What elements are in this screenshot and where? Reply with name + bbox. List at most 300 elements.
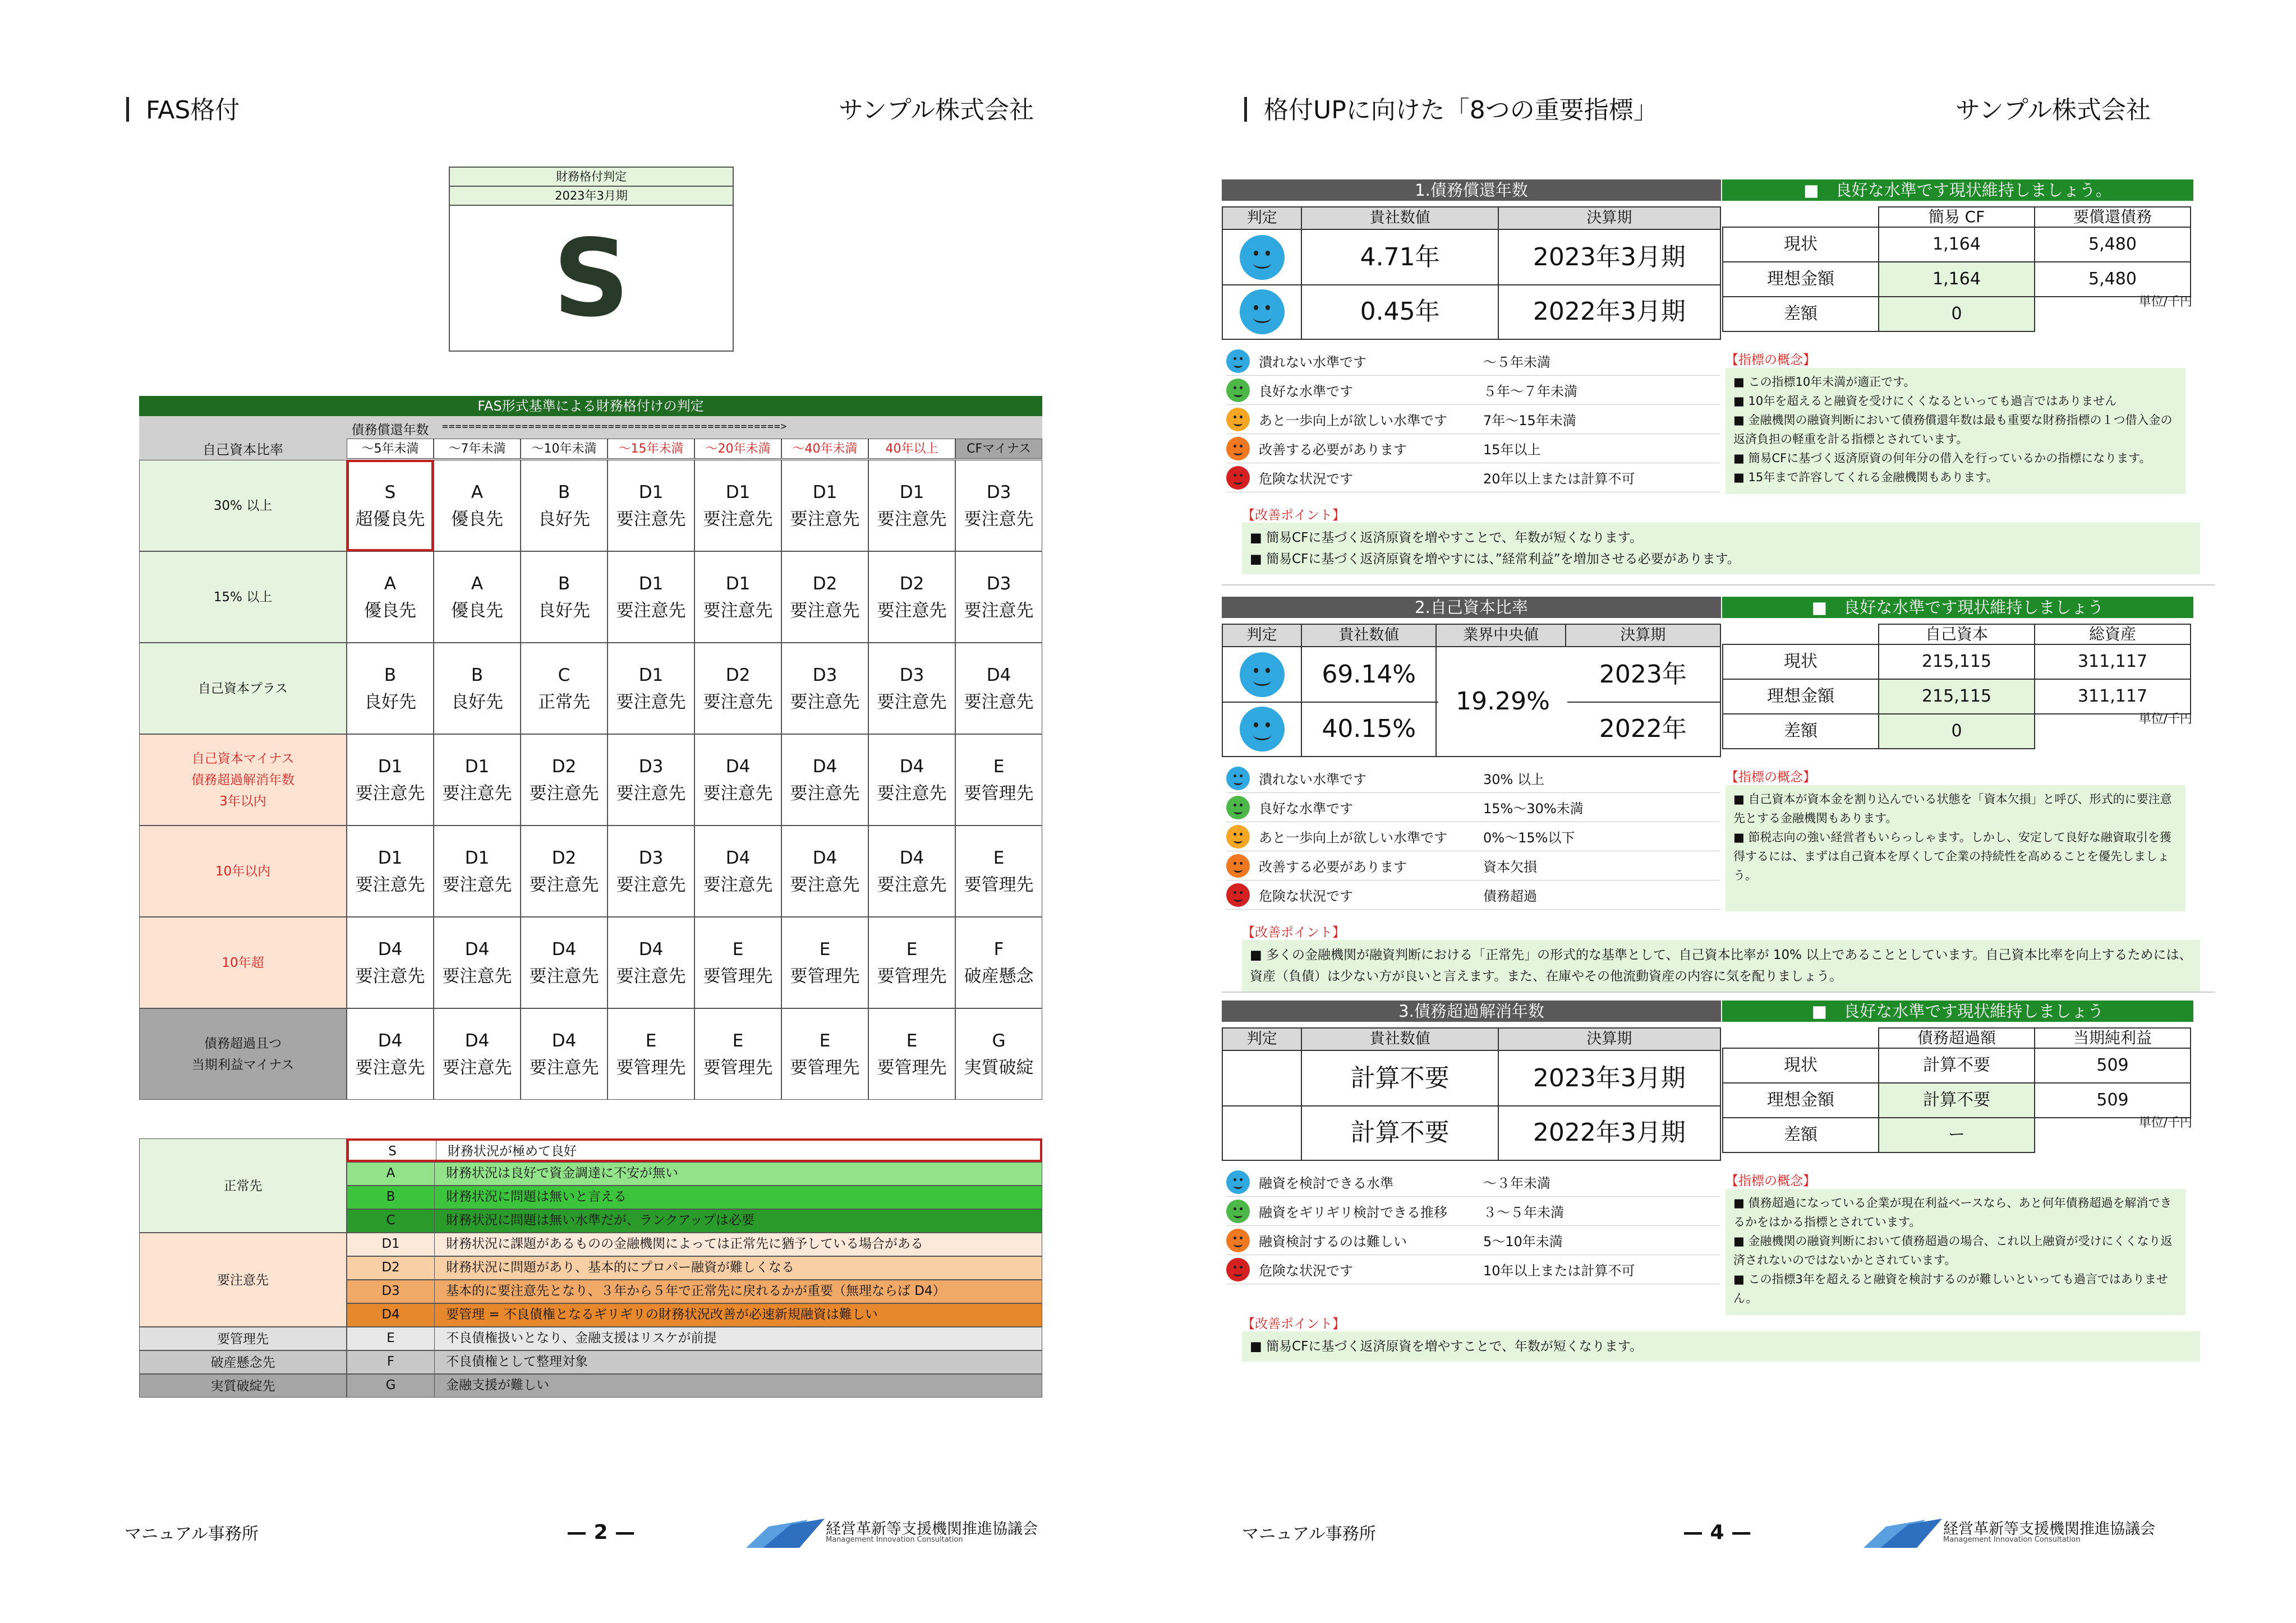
face-legend-row (1226, 1226, 1720, 1255)
section-company-value: 4.71年 (1301, 230, 1497, 284)
section-column-header: 判定 (1246, 1030, 1277, 1048)
section-period: 2022年3月期 (1498, 284, 1720, 339)
right-page (1148, 0, 2296, 1623)
legend-code: A (347, 1163, 435, 1185)
face-legend-label: 危険な状況です (1259, 471, 1353, 487)
matrix-cell-category: 要注意先 (616, 966, 686, 986)
matrix-cell-category: 実質破綻 (964, 1057, 1034, 1078)
smiley-face-icon (1240, 652, 1285, 697)
matrix-cell-category: 正常先 (538, 691, 590, 712)
matrix-cell (781, 460, 868, 551)
matrix-cell (694, 734, 781, 826)
matrix-cell-grade: D1 (464, 847, 490, 868)
matrix-cell-grade: D2 (899, 573, 924, 594)
matrix-cell-category: 要注意先 (616, 783, 686, 804)
matrix-cell-grade: D3 (986, 573, 1011, 594)
matrix-cell-category: 要注意先 (616, 509, 686, 529)
matrix-cell-category: 要注意先 (877, 691, 947, 712)
matrix-cell (608, 551, 694, 643)
matrix-cell (608, 734, 694, 826)
matrix-cell-category: 要注意先 (442, 966, 512, 986)
matrix-cell-category: 良好先 (538, 600, 590, 621)
concept-line: ■ 金融機関の融資判断において債務償還年数は最も重要な財務指標の１つ借入金の返済負担の軽重を計る指標とされています。 (1733, 413, 2173, 446)
face-legend-label: 潰れない水準です (1259, 772, 1366, 787)
matrix-cell-category: 良好先 (538, 509, 590, 529)
matrix-cell-category: 要注意先 (790, 783, 860, 804)
concept-line: ■ 金融機関の融資判断において債務超過の場合、これ以上融資が受けにくくなり返済されないのではないかとされています。 (1733, 1234, 2173, 1267)
matrix-column-header: 〜20年未満 (694, 439, 781, 459)
matrix-cell-category: 要注意先 (964, 600, 1034, 621)
face-legend-range: 資本欠損 (1483, 859, 1537, 875)
left-page-number: — 2 — (567, 1521, 636, 1544)
section-period: 2022年3月期 (1498, 1105, 1720, 1160)
matrix-cell-category: 要注意先 (529, 966, 599, 986)
left-header-title: FAS格付 (126, 90, 240, 126)
legend-description: 不良債権扱いとなり、金融支援はリスケが前提 (446, 1331, 717, 1345)
matrix-cell (434, 826, 521, 917)
amount-row-label: 現状 (1722, 644, 1879, 680)
smiley-face-icon (1226, 767, 1250, 790)
matrix-cell-category: 要管理先 (703, 1057, 773, 1078)
matrix-cell (521, 460, 608, 551)
section-amount-table (1722, 1027, 2193, 1153)
amount-row (1722, 261, 2193, 297)
matrix-cell-grade: G (992, 1030, 1006, 1051)
matrix-cell (781, 734, 868, 826)
matrix-column-header: 〜15年未満 (608, 439, 694, 459)
matrix-cell-category: 要管理先 (703, 966, 773, 986)
matrix-cell (608, 826, 694, 917)
matrix-cell (347, 460, 434, 551)
matrix-cell-grade: D3 (812, 665, 838, 685)
amount-row (1722, 296, 2193, 332)
amount-column-header: 総資産 (2034, 624, 2191, 645)
matrix-cell-category: 要注意先 (355, 1057, 425, 1078)
face-legend-row (1226, 793, 1720, 822)
face-legend-range: 〜５年未満 (1483, 354, 1550, 370)
smiley-face-icon (1226, 349, 1250, 373)
section-value-row (1223, 1105, 1720, 1160)
matrix-cell-category: 要注意先 (442, 783, 512, 804)
matrix-cell (347, 826, 434, 917)
matrix-row (139, 826, 1042, 917)
matrix-cell-grade: D1 (899, 482, 924, 502)
amount-column-header: 要償還債務 (2034, 206, 2191, 228)
amount-value-a: 計算不要 (1878, 1082, 2035, 1118)
amount-column-header: 当期純利益 (2034, 1027, 2191, 1049)
matrix-row-label: 15% 以上 (139, 551, 347, 643)
matrix-column-header: CFマイナス (955, 439, 1042, 459)
kaizen-line: ■ 簡易CFに基づく返済原資を増やすことで、年数が短くなります。 (1250, 1339, 1643, 1354)
matrix-cell-grade: D2 (812, 573, 838, 594)
matrix-cell-category: 要注意先 (964, 691, 1034, 712)
smiley-face-icon (1226, 437, 1250, 460)
matrix-cell-grade: B (471, 665, 484, 685)
matrix-cell-category: 要管理先 (790, 1057, 860, 1078)
section-company-value: 40.15% (1301, 702, 1435, 756)
logo-text: 経営革新等支援機関推進協議会 (826, 1520, 1038, 1538)
section-value-row (1223, 230, 1720, 285)
face-legend-label: 危険な状況です (1259, 1263, 1353, 1279)
matrix-cell-category: 要注意先 (790, 509, 860, 529)
smiley-face-icon (1240, 707, 1285, 751)
matrix-cell-category: 要注意先 (790, 874, 860, 895)
amount-row (1722, 1048, 2193, 1083)
legend-item (347, 1233, 1042, 1256)
matrix-cell-grade: D4 (812, 847, 838, 868)
face-legend-row (1226, 764, 1720, 793)
kaizen-line: ■ 多くの金融機関が融資判断における「正常先」の形式的な基準として、自己資本比率が 10% 以上であることとしています。自己資本比率を向上するためには、資産（負債）は少ない方が良いと言えます。また、在庫やその他流動資産の内容に気を配りましょう。 (1250, 948, 2192, 984)
section-title: 1.債務償還年数 (1222, 179, 1721, 201)
kaizen-title: 【改善ポイント】 (1242, 508, 1345, 523)
amount-row-label: 現状 (1722, 1048, 1879, 1083)
section-divider (1222, 584, 2215, 585)
right-header-title: 格付UPに向けた「8つの重要指標」 (1244, 90, 1658, 126)
matrix-cell (868, 734, 955, 826)
matrix-cell-category: 要注意先 (964, 509, 1034, 529)
legend-item (347, 1327, 1042, 1350)
matrix-cell (521, 551, 608, 643)
section-face-legend (1226, 764, 1720, 910)
rating-grade: S (553, 216, 630, 340)
face-legend-range: 10年以上または計算不可 (1483, 1263, 1635, 1279)
face-legend-row (1226, 1168, 1720, 1197)
matrix-cell-grade: D4 (464, 939, 490, 960)
matrix-cell-category: 優良先 (451, 509, 503, 529)
matrix-cell-grade: D4 (812, 756, 838, 777)
kaizen-box (1242, 523, 2200, 574)
matrix-cell (434, 917, 521, 1008)
section-period: 2023年3月期 (1498, 230, 1720, 284)
matrix-cell (347, 917, 434, 1008)
section-company-value: 計算不要 (1301, 1105, 1497, 1160)
matrix-cell (521, 917, 608, 1008)
matrix-cell-grade: D1 (638, 665, 664, 685)
amount-value-a: 計算不要 (1878, 1048, 2035, 1083)
smiley-face-icon (1226, 825, 1250, 849)
section-title: 2.自己資本比率 (1222, 597, 1721, 618)
amount-row (1722, 679, 2193, 714)
face-legend-row (1226, 851, 1720, 880)
left-footer-office: マニュアル事務所 (125, 1524, 259, 1544)
matrix-cell-grade: D1 (378, 847, 403, 868)
matrix-cell-category: 要注意先 (703, 783, 773, 804)
matrix-column-headers (347, 439, 1042, 460)
section-column-header: 決算期 (1565, 625, 1720, 646)
section-column-header: 判定 (1246, 209, 1277, 227)
matrix-cell-category: 要注意先 (877, 783, 947, 804)
amount-unit: 単位/千円 (2138, 295, 2192, 309)
section-status-banner: ■ 良好な水準です現状維持しましょう。 (1722, 179, 2193, 201)
legend-code: G (347, 1375, 435, 1397)
matrix-cell-grade: D3 (638, 756, 664, 777)
matrix-cell-grade: B (558, 482, 570, 502)
matrix-cell-category: 要注意先 (355, 783, 425, 804)
matrix-cell-category: 優良先 (364, 600, 416, 621)
matrix-col-header-top: 債務償還年数 (351, 423, 429, 437)
legend-description: 基本的に要注意先となり、３年から５年で正常先に戻れるかが重要（無理ならば D4） (446, 1284, 946, 1298)
matrix-cell (955, 734, 1042, 826)
matrix-cell (781, 917, 868, 1008)
matrix-cell (694, 917, 781, 1008)
face-legend-range: ５年〜７年未満 (1483, 384, 1577, 399)
matrix-cell-category: 良好先 (451, 691, 503, 712)
amount-value-a: 0 (1878, 713, 2035, 749)
logo-text: 経営革新等支援機関推進協議会 (1943, 1520, 2155, 1538)
matrix-cell (781, 826, 868, 917)
amount-row (1722, 644, 2193, 680)
matrix-body (139, 460, 1042, 1100)
face-legend-row (1226, 347, 1720, 376)
matrix-cell-grade: D1 (725, 573, 751, 594)
indicator-section (1148, 999, 2296, 1403)
kaizen-line: ■ 簡易CFに基づく返済原資を増やすことで、年数が短くなります。 (1250, 531, 1643, 545)
matrix-cell (868, 826, 955, 917)
matrix-cell (694, 460, 781, 551)
concept-line: ■ 節税志向の強い経営者もいらっしゃます。しかし、安定して良好な融資取引を獲得するには、まずは自己資本を厚くして企業の持続性を高めることを優先しましょう。 (1733, 831, 2171, 882)
kaizen-title: 【改善ポイント】 (1242, 1317, 1345, 1331)
face-legend-label: 危険な状況です (1259, 888, 1353, 904)
legend-code: D2 (347, 1257, 435, 1279)
matrix-cell (521, 1008, 608, 1100)
matrix-cell (434, 460, 521, 551)
section-face-legend (1226, 1168, 1720, 1284)
section-column-header: 業界中央値 (1435, 625, 1565, 646)
concept-line: ■ 債務超過になっている企業が現在利益ベースなら、あと何年債務超過を解消できるかをはかる指標とされています。 (1733, 1196, 2172, 1229)
matrix-cell-grade: D3 (899, 665, 924, 685)
matrix-cell (521, 734, 608, 826)
section-amount-table (1722, 624, 2193, 749)
matrix-row (139, 1008, 1042, 1100)
matrix-cell-category: 要注意先 (877, 600, 947, 621)
section-period: 2023年 (1565, 647, 1720, 702)
legend-item (347, 1162, 1042, 1186)
matrix-cell-grade: E (819, 939, 831, 960)
section-period: 2023年3月期 (1498, 1051, 1720, 1105)
legend-item (347, 1374, 1042, 1398)
section-column-header: 貴社数値 (1301, 208, 1497, 229)
matrix-column-header: 〜10年未満 (521, 439, 608, 459)
concept-box (1726, 368, 2185, 494)
matrix-cell-grade: E (732, 939, 744, 960)
matrix-cell (347, 643, 434, 734)
matrix-cell-category: 要注意先 (703, 509, 773, 529)
matrix-column-header: 40年以上 (868, 439, 955, 459)
legend-group-label: 要注意先 (139, 1233, 347, 1327)
section-column-header: 貴社数値 (1301, 1029, 1497, 1050)
amount-row (1722, 713, 2193, 749)
matrix-cell (781, 1008, 868, 1100)
matrix-cell-category: 要注意先 (877, 874, 947, 895)
matrix-row (139, 643, 1042, 734)
legend-code: D1 (347, 1233, 435, 1256)
face-legend-range: 〜３年未満 (1483, 1175, 1550, 1191)
matrix-cell-grade: D1 (378, 756, 403, 777)
concept-box (1726, 785, 2185, 911)
face-legend-range: 債務超過 (1483, 888, 1537, 904)
legend-group (139, 1233, 1042, 1327)
amount-value-a: 0 (1878, 296, 2035, 332)
face-legend-range: 15年以上 (1483, 442, 1541, 458)
matrix-cell-grade: E (993, 847, 1005, 868)
matrix-cell (955, 917, 1042, 1008)
amount-row-label: 理想金額 (1722, 679, 1879, 714)
matrix-cell (868, 917, 955, 1008)
amount-value-a: 1,164 (1878, 261, 2035, 297)
matrix-cell (521, 643, 608, 734)
smiley-face-icon (1226, 854, 1250, 878)
matrix-cell-grade: D1 (725, 482, 751, 502)
matrix-header (139, 416, 1042, 460)
face-legend-range: 7年〜15年未満 (1483, 413, 1576, 428)
kaizen-title: 【改善ポイント】 (1242, 925, 1345, 940)
matrix-cell-category: 要管理先 (964, 874, 1034, 895)
section-face-legend (1226, 347, 1720, 492)
matrix-cell-grade: E (906, 1030, 918, 1051)
matrix-row-label: 30% 以上 (139, 460, 347, 551)
face-legend-row (1226, 376, 1720, 405)
face-legend-label: 融資を検討できる水準 (1259, 1175, 1393, 1191)
face-legend-row (1226, 463, 1720, 492)
legend-description: 要管理 = 不良債権となるギリギリの財務状況改善が必速新規融資は難しい (446, 1307, 878, 1322)
matrix-cell (608, 460, 694, 551)
smiley-face-icon (1226, 466, 1250, 490)
amount-value-b: 509 (2034, 1048, 2191, 1083)
section-column-header: 決算期 (1498, 208, 1720, 229)
amount-row (1722, 227, 2193, 262)
concept-line: ■ 15年まで許容してくれる金融機関もあります。 (1733, 471, 1998, 484)
amount-row (1722, 1117, 2193, 1153)
matrix-row (139, 460, 1042, 551)
concept-title: 【指標の概念】 (1726, 1174, 1816, 1188)
legend-description: 財務状況に課題があるものの金融機関によっては正常先に猶予している場合がある (446, 1237, 923, 1251)
amount-value-a: 215,115 (1878, 644, 2035, 680)
amount-row (1722, 1082, 2193, 1118)
kaizen-line: ■ 簡易CFに基づく返済原資を増やすには、”経常利益”を増加させる必要があります。 (1250, 552, 1740, 566)
section-status-banner: ■ 良好な水準です現状維持しましょう (1722, 1000, 2193, 1022)
concept-line: ■ 10年を超えると融資を受けにくくなるといっても過言ではありません (1733, 394, 2117, 408)
matrix-cell (347, 734, 434, 826)
matrix-cell-category: 要注意先 (877, 509, 947, 529)
amount-row-label: 差額 (1722, 296, 1879, 332)
section-value-table (1222, 1027, 1721, 1161)
matrix-cell (347, 1008, 434, 1100)
amount-value-b: 5,480 (2034, 227, 2191, 262)
matrix-cell-grade: D4 (638, 939, 664, 960)
face-legend-label: あと一歩向上が欲しい水準です (1259, 413, 1447, 428)
matrix-cell-category: 要注意先 (703, 691, 773, 712)
kaizen-box (1242, 940, 2200, 992)
legend-code: D3 (347, 1280, 435, 1303)
smiley-face-icon (1240, 235, 1285, 280)
matrix-cell-category: 要管理先 (790, 966, 860, 986)
concept-box (1726, 1189, 2185, 1315)
amount-column-header: 債務超過額 (1878, 1027, 2035, 1049)
smiley-face-icon (1226, 379, 1250, 402)
legend-description: 財務状況に問題は無い水準だが、ランクアップは必要 (446, 1213, 754, 1228)
matrix-cell-category: 要管理先 (877, 966, 947, 986)
legend-item (347, 1256, 1042, 1280)
matrix-cell-grade: D4 (378, 939, 403, 960)
logo-subtext: Management Innovation Consultation (1943, 1536, 2081, 1544)
face-legend-row (1226, 1255, 1720, 1284)
legend-code: S (349, 1141, 436, 1160)
section-status-banner: ■ 良好な水準です現状維持しましょう (1722, 597, 2193, 618)
face-legend-label: 良好な水準です (1259, 384, 1353, 399)
face-legend-range: 30% 以上 (1483, 772, 1544, 787)
matrix-cell-category: 要注意先 (790, 600, 860, 621)
legend-description: 財務状況に問題があり、基本的にプロパー融資が難しくなる (446, 1260, 794, 1275)
matrix-cell-category: 超優良先 (355, 509, 425, 529)
section-period: 2022年 (1565, 702, 1720, 756)
section-company-value: 0.45年 (1301, 284, 1497, 339)
matrix-cell (434, 551, 521, 643)
face-legend-row (1226, 1197, 1720, 1226)
matrix-cell-category: 要注意先 (703, 874, 773, 895)
smiley-face-icon (1240, 289, 1285, 334)
matrix-cell (868, 460, 955, 551)
matrix-cell-grade: D3 (638, 847, 664, 868)
legend-description: 財務状況に問題は無いと言える (446, 1189, 627, 1204)
matrix-cell-category: 要注意先 (529, 1057, 599, 1078)
matrix-column-header: 〜7年未満 (434, 439, 521, 459)
matrix-row (139, 917, 1042, 1008)
indicator-section (1148, 178, 2296, 582)
amount-row-label: 理想金額 (1722, 261, 1879, 297)
matrix-row (139, 734, 1042, 826)
amount-unit: 単位/千円 (2138, 1116, 2192, 1130)
matrix-cell-grade: D2 (551, 847, 577, 868)
matrix-cell (955, 643, 1042, 734)
face-legend-row (1226, 405, 1720, 434)
face-legend-label: 融資検討するのは難しい (1259, 1234, 1407, 1249)
matrix-cell-category: 破産懸念 (964, 966, 1034, 986)
amount-value-a: ー (1878, 1117, 2035, 1153)
smiley-face-icon (1226, 883, 1250, 907)
kaizen-box (1242, 1331, 2200, 1362)
matrix-row-label: 債務超過且つ 当期利益マイナス (139, 1008, 347, 1100)
matrix-cell-grade: S (384, 482, 396, 502)
face-legend-label: 潰れない水準です (1259, 354, 1366, 370)
amount-row-label: 理想金額 (1722, 1082, 1879, 1118)
face-legend-row (1226, 822, 1720, 851)
smiley-face-icon (1226, 408, 1250, 431)
matrix-cell-grade: C (558, 665, 570, 685)
matrix-cell-grade: F (993, 939, 1004, 960)
matrix-cell-category: 要注意先 (703, 600, 773, 621)
matrix-cell (955, 551, 1042, 643)
matrix-cell-category: 良好先 (364, 691, 416, 712)
right-page-number: — 4 — (1683, 1521, 1752, 1544)
face-legend-label: 良好な水準です (1259, 801, 1353, 817)
matrix-title: FAS形式基準による財務格付けの判定 (139, 396, 1042, 416)
right-company-name: サンプル株式会社 (1955, 96, 2151, 125)
matrix-cell-grade: D1 (812, 482, 838, 502)
matrix-cell-category: 要管理先 (616, 1057, 686, 1078)
matrix-cell-category: 要注意先 (616, 691, 686, 712)
face-legend-range: 15%〜30%未満 (1483, 801, 1584, 817)
rating-legend (139, 1138, 1042, 1398)
matrix-cell-category: 要注意先 (529, 874, 599, 895)
matrix-cell-grade: D4 (378, 1030, 403, 1051)
matrix-cell-grade: D4 (551, 1030, 577, 1051)
matrix-cell (608, 643, 694, 734)
section-value-row (1223, 1051, 1720, 1106)
rating-box (449, 167, 734, 352)
legend-item (347, 1303, 1042, 1327)
matrix-cell (955, 1008, 1042, 1100)
matrix-cell-grade: D1 (638, 573, 664, 594)
